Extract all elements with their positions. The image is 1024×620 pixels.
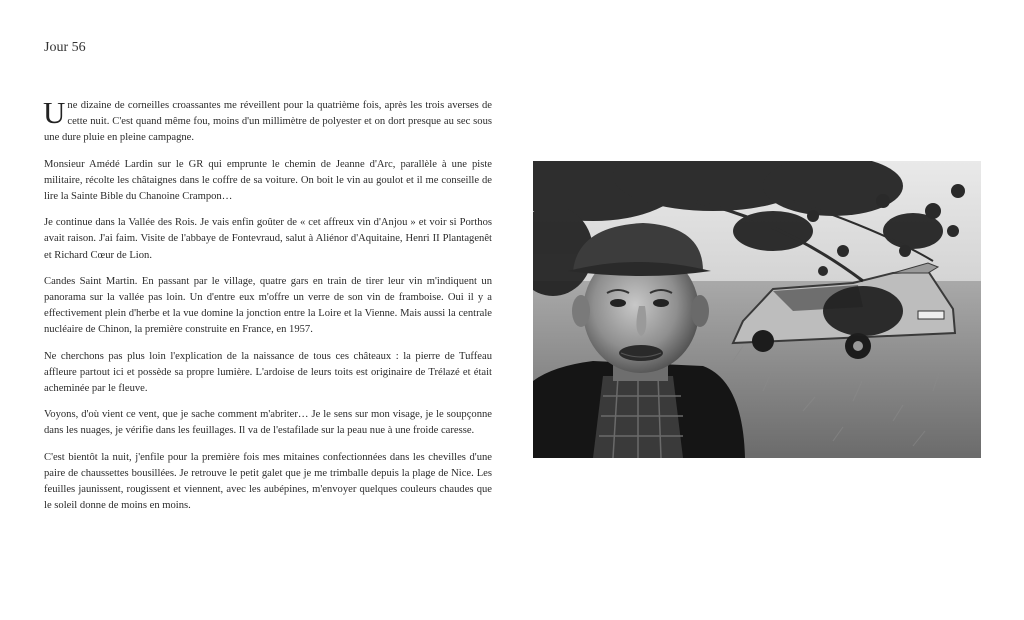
portrait-photo <box>533 161 981 458</box>
paragraph-7: C'est bientôt la nuit, j'enfile pour la première fois mes mitaines confectionnées dans les chevilles d'une paire de chaussettes bousillées. Je retrouve le petit galet que je me trimballe depuis la plage de Nice. Les feuilles jaunissent, rougissent et viennent, avec les aubépines, m'envoyer quelques couleurs chaudes que le soleil donne de moins en moins. <box>44 451 492 512</box>
paragraph-4: Candes Saint Martin. En passant par le village, quatre gars en train de tirer leur vin m'indiquent un panorama sur la vallée pas loin. Un d'entre eux m'offre un verre de son vin de framboise. Oui il y a effectivement plein d'herbe et la vue domine la jonction entre la Loire et la Vienne. Mais aussi la centrale nucléaire de Chinon, la première construite en France, en 1957. <box>44 275 492 336</box>
photo-illustration <box>533 161 981 458</box>
paragraph-1 <box>43 95 492 147</box>
page-title: Jour 56 <box>44 40 86 55</box>
drop-cap: U <box>43 95 66 130</box>
paragraph-2: Monsieur Amédé Lardin sur le GR qui emprunte le chemin de Jeanne d'Arc, parallèle à une piste militaire, récolte les châtaignes dans le coffre de sa voiture. On boit le vin au goulot et il me conseille de lire la Sainte Bible du Chanoine Crampon… <box>44 158 492 203</box>
paragraph-1-text: ne dizaine de corneilles croassantes me réveillent pour la quatrième fois, après les trois averses de cette nuit. C'est quand même fou, moins d'un millimètre de polyester et on dort presque au sec sous une dure pluie en pleine campagne. <box>44 100 492 144</box>
paragraph-6: Voyons, d'où vient ce vent, que je sache comment m'abriter… Je le sens sur mon visage, je le soupçonne dans les nuages, je vérifie dans les feuillages. Il va de l'estafilade sur la peau nue à une froide caresse. <box>44 409 492 437</box>
paragraph-5: Ne cherchons pas plus loin l'explication de la naissance de tous ces châteaux : la pierre de Tuffeau affleure partout ici et possède sa propre lumière. L'ardoise de leurs toits est originaire de Trélazé et était acheminée par le fleuve. <box>44 350 492 395</box>
article-body <box>43 95 492 524</box>
paragraph-3: Je continue dans la Vallée des Rois. Je vais enfin goûter de « cet affreux vin d'Anjou » et voir si Porthos avait raison. J'ai faim. Visite de l'abbaye de Fontevraud, salut à Aliénor d'Aquitaine, Henri II Plantagenêt et Richard Cœur de Lion. <box>44 217 492 261</box>
